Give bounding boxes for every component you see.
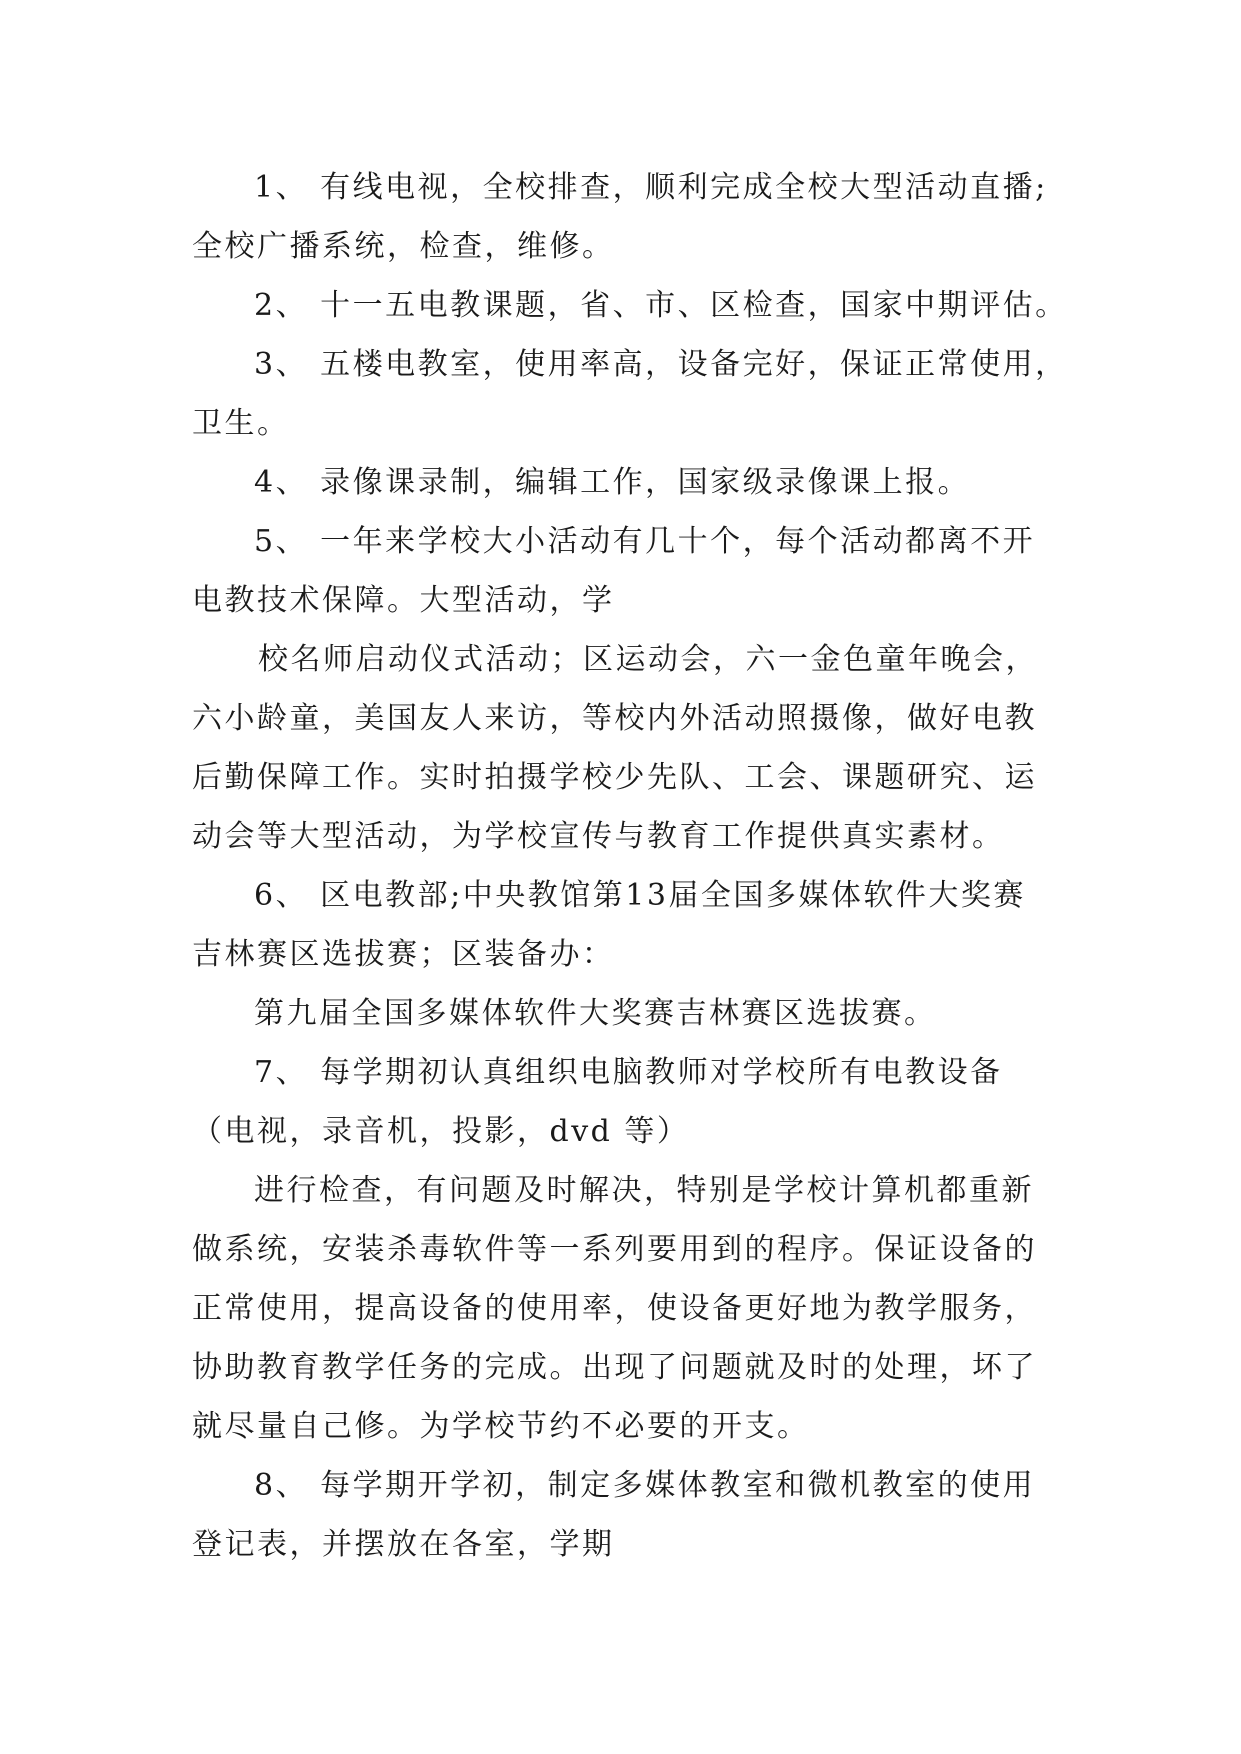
paragraph-line: 动会等大型活动，为学校宣传与教育工作提供真实素材。 (192, 819, 1005, 854)
paragraph-line: 进行检查，有问题及时解决，特别是学校计算机都重新 (254, 1173, 1034, 1208)
paragraph-line: 协助教育教学任务的完成。出现了问题就及时的处理，坏了 (192, 1350, 1037, 1385)
paragraph-line: 5、 一年来学校大小活动有几十个，每个活动都离不开 (254, 524, 1036, 559)
paragraph-line: 全校广播系统，检查，维修。 (192, 229, 615, 264)
paragraph-line: 就尽量自己修。为学校节约不必要的开支。 (192, 1409, 810, 1444)
paragraph-line: 1、 有线电视，全校排查，顺利完成全校大型活动直播; (254, 170, 1048, 205)
paragraph-line: 6、 区电教部;中央教馆第13届全国多媒体软件大奖赛 (254, 878, 1026, 913)
paragraph-line: 正常使用，提高设备的使用率，使设备更好地为教学服务， (192, 1291, 1037, 1326)
paragraph-line: 登记表，并摆放在各室，学期 (192, 1527, 615, 1562)
paragraph-line: 吉林赛区选拔赛；区装备办： (192, 937, 615, 972)
paragraph-line: 第九届全国多媒体软件大奖赛吉林赛区选拔赛。 (254, 996, 937, 1031)
paragraph-line: 电教技术保障。大型活动，学 (192, 583, 615, 618)
paragraph-line: 7、 每学期初认真组织电脑教师对学校所有电教设备 (254, 1055, 1003, 1090)
paragraph-line: 2、 十一五电教课题，省、市、区检查，国家中期评估。 (254, 288, 1068, 323)
paragraph-line: 8、 每学期开学初，制定多媒体教室和微机教室的使用 (254, 1468, 1036, 1503)
paragraph-line: 做系统，安装杀毒软件等一系列要用到的程序。保证设备的 (192, 1232, 1037, 1267)
paragraph-line: 后勤保障工作。实时拍摄学校少先队、工会、课题研究、运 (192, 760, 1037, 795)
paragraph-line: （电视，录音机，投影，dvd 等） (192, 1114, 690, 1149)
paragraph-line: 卫生。 (192, 406, 290, 441)
paragraph-line: 校名师启动仪式活动；区运动会，六一金色童年晚会， (258, 642, 1038, 677)
paragraph-line: 3、 五楼电教室，使用率高，设备完好，保证正常使用， (254, 347, 1068, 382)
paragraph-line: 六小龄童，美国友人来访，等校内外活动照摄像，做好电教 (192, 701, 1037, 736)
paragraph-line: 4、 录像课录制，编辑工作，国家级录像课上报。 (254, 465, 971, 500)
